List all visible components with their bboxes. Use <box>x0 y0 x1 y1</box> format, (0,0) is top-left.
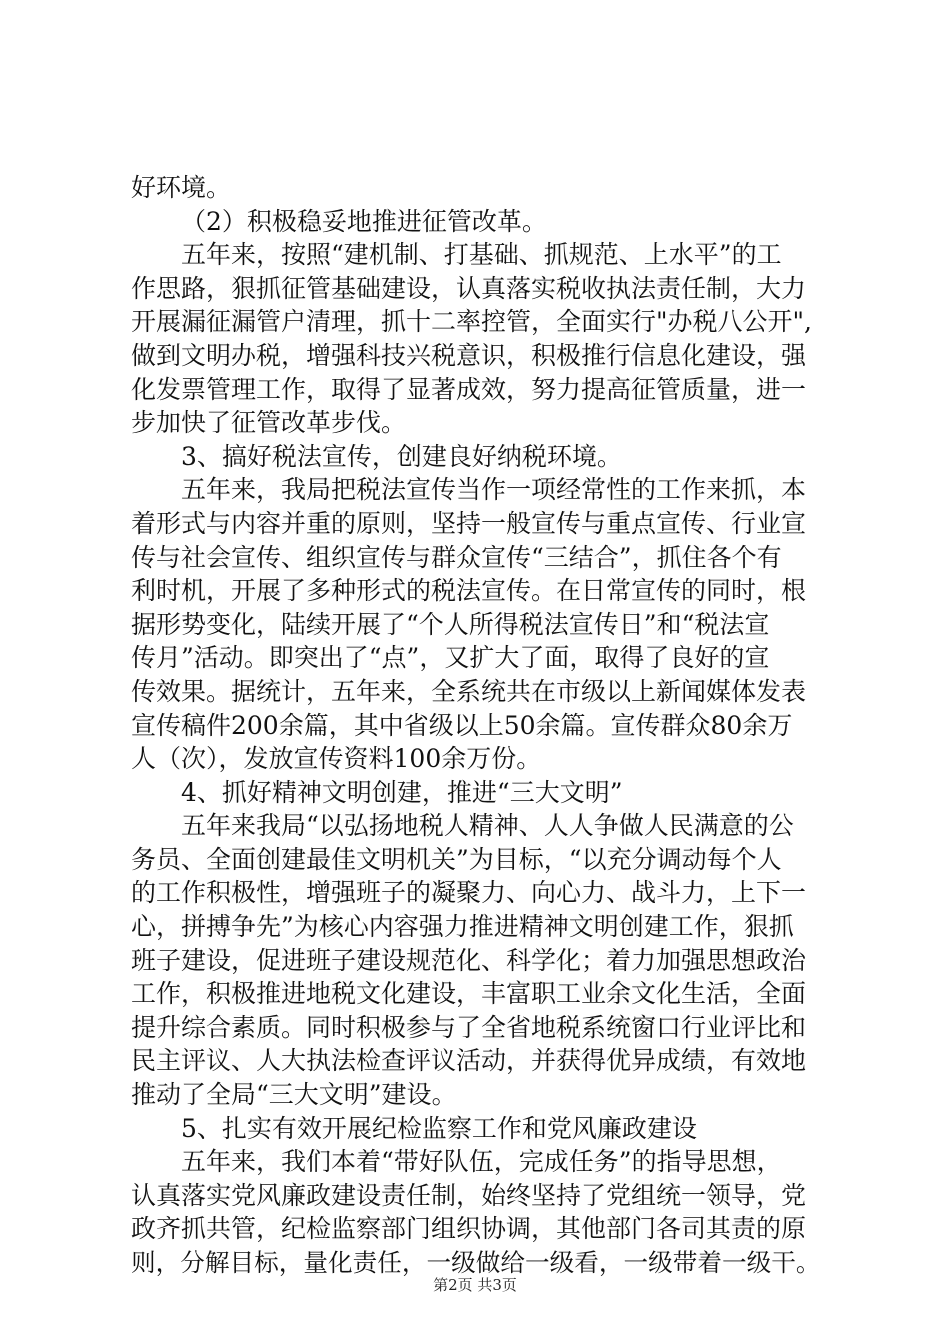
text-line: 5、扎实有效开展纪检监察工作和党风廉政建设 <box>181 1113 697 1143</box>
text-line: 宣传稿件200余篇，其中省级以上50余篇。宣传群众80余万 <box>131 710 793 740</box>
text-line: 提升综合素质。同时积极参与了全省地税系统窗口行业评比和 <box>131 1012 807 1042</box>
text-line: （2）积极稳妥地推进征管改革。 <box>181 206 547 236</box>
text-line: 步加快了征管改革步伐。 <box>131 408 407 438</box>
text-line: 五年来，我局把税法宣传当作一项经常性的工作来抓，本 <box>181 475 807 505</box>
page-footer: 第2页 共3页 <box>433 1276 517 1294</box>
text-line: 心，拼搏争先”为核心内容强力推进精神文明创建工作，狠抓 <box>131 912 794 942</box>
text-line: 工作，积极推进地税文化建设，丰富职工业余文化生活，全面 <box>131 979 807 1009</box>
text-line: 的工作积极性，增强班子的凝聚力、向心力、战斗力，上下一 <box>131 878 807 908</box>
text-line: 务员、全面创建最佳文明机关”为目标，“以充分调动每个人 <box>131 844 782 874</box>
text-line: 推动了全局“三大文明”建设。 <box>131 1080 457 1110</box>
text-line: 利时机，开展了多种形式的税法宣传。在日常宣传的同时，根 <box>131 576 807 606</box>
text-line: 传月”活动。即突出了“点”，又扩大了面，取得了良好的宣 <box>131 643 770 673</box>
text-line: 五年来，我们本着“带好队伍，完成任务”的指导思想， <box>181 1147 782 1177</box>
text-line: 据形势变化，陆续开展了“个人所得税法宣传日”和“税法宣 <box>131 609 770 639</box>
text-line: 则，分解目标，量化责任，一级做给一级看，一级带着一级干。 <box>131 1248 821 1277</box>
text-line: 政齐抓共管，纪检监察部门组织协调，其他部门各司其责的原 <box>131 1214 807 1244</box>
text-line: 4、抓好精神文明创建，推进“三大文明” <box>181 777 623 807</box>
text-line: 民主评议、人大执法检查评议活动，并获得优异成绩，有效地 <box>131 1046 807 1076</box>
text-line: 认真落实党风廉政建设责任制，始终坚持了党组统一领导，党 <box>131 1180 807 1210</box>
text-line: 3、搞好税法宣传，创建良好纳税环境。 <box>181 441 622 471</box>
text-line: 五年来，按照“建机制、打基础、抓规范、上水平”的工 <box>181 240 782 270</box>
text-line: 好环境。 <box>131 173 232 202</box>
text-line: 着形式与内容并重的原则，坚持一般宣传与重点宣传、行业宣 <box>131 508 807 538</box>
text-line: 人（次），发放宣传资料100余万份。 <box>131 744 542 774</box>
text-line: 五年来我局“以弘扬地税人精神、人人争做人民满意的公 <box>181 811 794 841</box>
text-line: 作思路，狠抓征管基础建设，认真落实税收执法责任制，大力 <box>131 273 807 303</box>
text-line: 传效果。据统计，五年来，全系统共在市级以上新闻媒体发表 <box>131 676 807 706</box>
text-line: 开展漏征漏管户清理，抓十二率控管，全面实行"办税八公开", <box>131 307 812 337</box>
text-line: 班子建设，促进班子建设规范化、科学化；着力加强思想政治 <box>131 945 807 975</box>
text-line: 化发票管理工作，取得了显著成效，努力提高征管质量，进一 <box>131 374 807 404</box>
text-line: 做到文明办税，增强科技兴税意识，积极推行信息化建设，强 <box>131 340 807 370</box>
text-line: 传与社会宣传、组织宣传与群众宣传“三结合”，抓住各个有 <box>131 542 782 572</box>
document-body <box>131 171 821 1280</box>
